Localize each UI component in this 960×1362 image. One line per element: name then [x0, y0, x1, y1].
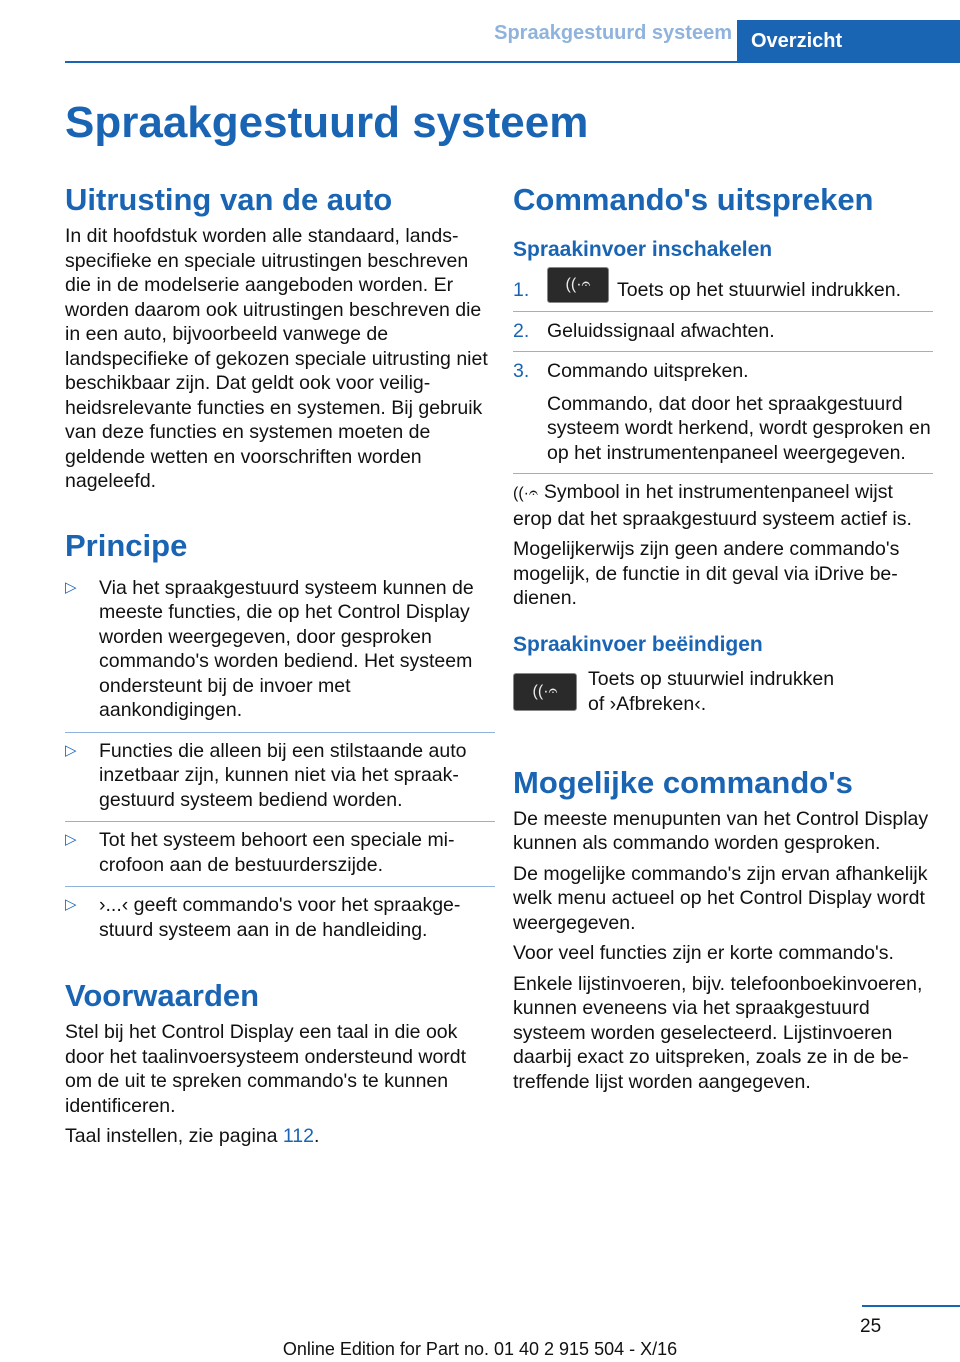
list-divider — [513, 311, 933, 312]
heading-speak-commands: Commando's uitspreken — [513, 182, 874, 217]
list-divider — [513, 351, 933, 352]
paragraph: De meeste menupunten van het Control Display kunnen als commando worden gesproken. — [513, 807, 929, 855]
list-item: ▷ Functies die alleen bij een stilstaande auto inzetbaar zijn, kunnen niet via het spraakgestuurd systeem bediend worden. — [65, 739, 467, 811]
principle-list — [65, 576, 495, 943]
heading-equipment: Uitrusting van de auto — [65, 182, 393, 217]
header-rule — [65, 61, 960, 63]
heading-principle: Principe — [65, 527, 188, 563]
end-voice-block — [513, 667, 933, 729]
footer-edition: Online Edition for Part no. 01 40 2 915 504 - X/16 — [282, 1339, 678, 1359]
voice-button-icon: ((·𝄐 — [513, 673, 577, 711]
heading-activate-voice: Spraakinvoer inschakelen — [513, 238, 773, 261]
left-column — [65, 180, 495, 1149]
paragraph: De mogelijke commando's zijn ervan afhankelijk welk menu actueel op het Control Display wordt weergegeven. — [513, 862, 928, 934]
triangle-bullet-icon: ▷ — [65, 578, 77, 596]
heading-conditions: Voorwaarden — [65, 978, 260, 1013]
paragraph: Voor veel functies zijn er korte commando's. — [513, 942, 894, 965]
triangle-bullet-icon: ▷ — [65, 741, 77, 759]
paragraph-symbol: ((·𝄐 Symbool in het instrumentenpaneel wijst erop dat het spraakgestuurd systeem actief is. — [513, 481, 912, 530]
list-item: 2. Geluidssignaal afwachten. — [513, 319, 775, 342]
page-number: 25 — [860, 1316, 882, 1337]
end-voice-text: Toets op stuurwiel indrukken of ›Afbreken‹. — [588, 667, 835, 715]
voice-button-icon: ((·𝄐 — [547, 267, 609, 303]
voice-symbol-icon: ((·𝄐 — [513, 485, 538, 503]
paragraph-idrive: Mogelijkerwijs zijn geen andere commando's mogelijk, de functie in dit geval via iDrive bedienen. — [513, 538, 900, 610]
list-divider — [513, 473, 933, 474]
paragraph-equipment: In dit hoofdstuk worden alle standaard, landsspecifieke en speciale uitrustingen beschreven die in de modelserie aangeboden worden. Er worden daarom ook uitrustingen beschreven die in een auto, bijvoorbeeld vanwege de landspecifieke of gekozen speciale uitrusting niet beschikbaar zijn. Dat geldt ook voor veiligheidsrelevante functies en systemen. Bij gebruik van deze functies en systemen moeten de geldende wetten en voorschriften worden nageleefd. — [65, 225, 488, 492]
list-item: ▷ Tot het systeem behoort een speciale microfoon aan de bestuurderszijde. — [65, 829, 455, 876]
paragraph-conditions: Stel bij het Control Display een taal in die ook door het taalinvoersysteem ondersteund wordt om de uit te spreken commando's te kunnen identificeren. — [65, 1021, 467, 1117]
list-item: 3. Commando uitspreken. Commando, dat door het spraakgestuurd systeem wordt herkend, wordt gesproken en op het instrumentenpaneel weergegeven. — [513, 359, 933, 465]
paragraph: Enkele lijstinvoeren, bijv. telefoonboekinvoeren, kunnen eveneens via het spraakgestuurd systeem worden geselecteerd. Lijstinvoeren daarbij exact zo uitspreken, zoals ze in de betreffende lijst worden aangegeven. — [513, 972, 923, 1093]
list-divider — [65, 732, 495, 733]
page-number-rule — [862, 1305, 960, 1307]
step-detail: Commando, dat door het spraakgestuurd systeem wordt herkend, wordt gesproken en op het instrumentenpaneel weergegeven. — [547, 392, 931, 464]
heading-end-voice: Spraakinvoer beëindigen — [513, 632, 763, 656]
heading-possible-commands: Mogelijke commando's — [513, 764, 853, 800]
triangle-bullet-icon: ▷ — [65, 896, 77, 913]
steps-list — [513, 275, 933, 465]
list-item: ▷ Via het spraakgestuurd systeem kunnen de meeste functies, die op het Control Display worden weergegeven, door gesproken commando's worden bediend. Het systeem ondersteunt bij de invoer met aankondigingen. — [65, 576, 474, 721]
list-item: ▷ ›...‹ geeft commando's voor het spraakgestuurd systeem aan in de handleiding. — [65, 894, 461, 941]
running-header-section: Spraakgestuurd systeem — [494, 22, 732, 44]
paragraph-language: Taal instellen, zie pagina 112. — [65, 1125, 320, 1147]
right-column — [513, 180, 933, 1094]
page-reference-link[interactable]: 112 — [282, 1125, 314, 1147]
page-title: Spraakgestuurd systeem — [65, 98, 589, 147]
list-item: 1. ((·𝄐 Toets op het stuurwiel indrukken. — [513, 278, 933, 303]
running-header-tab: Overzicht — [737, 20, 960, 63]
triangle-bullet-icon: ▷ — [65, 831, 77, 848]
list-divider — [65, 821, 495, 822]
list-divider — [65, 886, 495, 887]
